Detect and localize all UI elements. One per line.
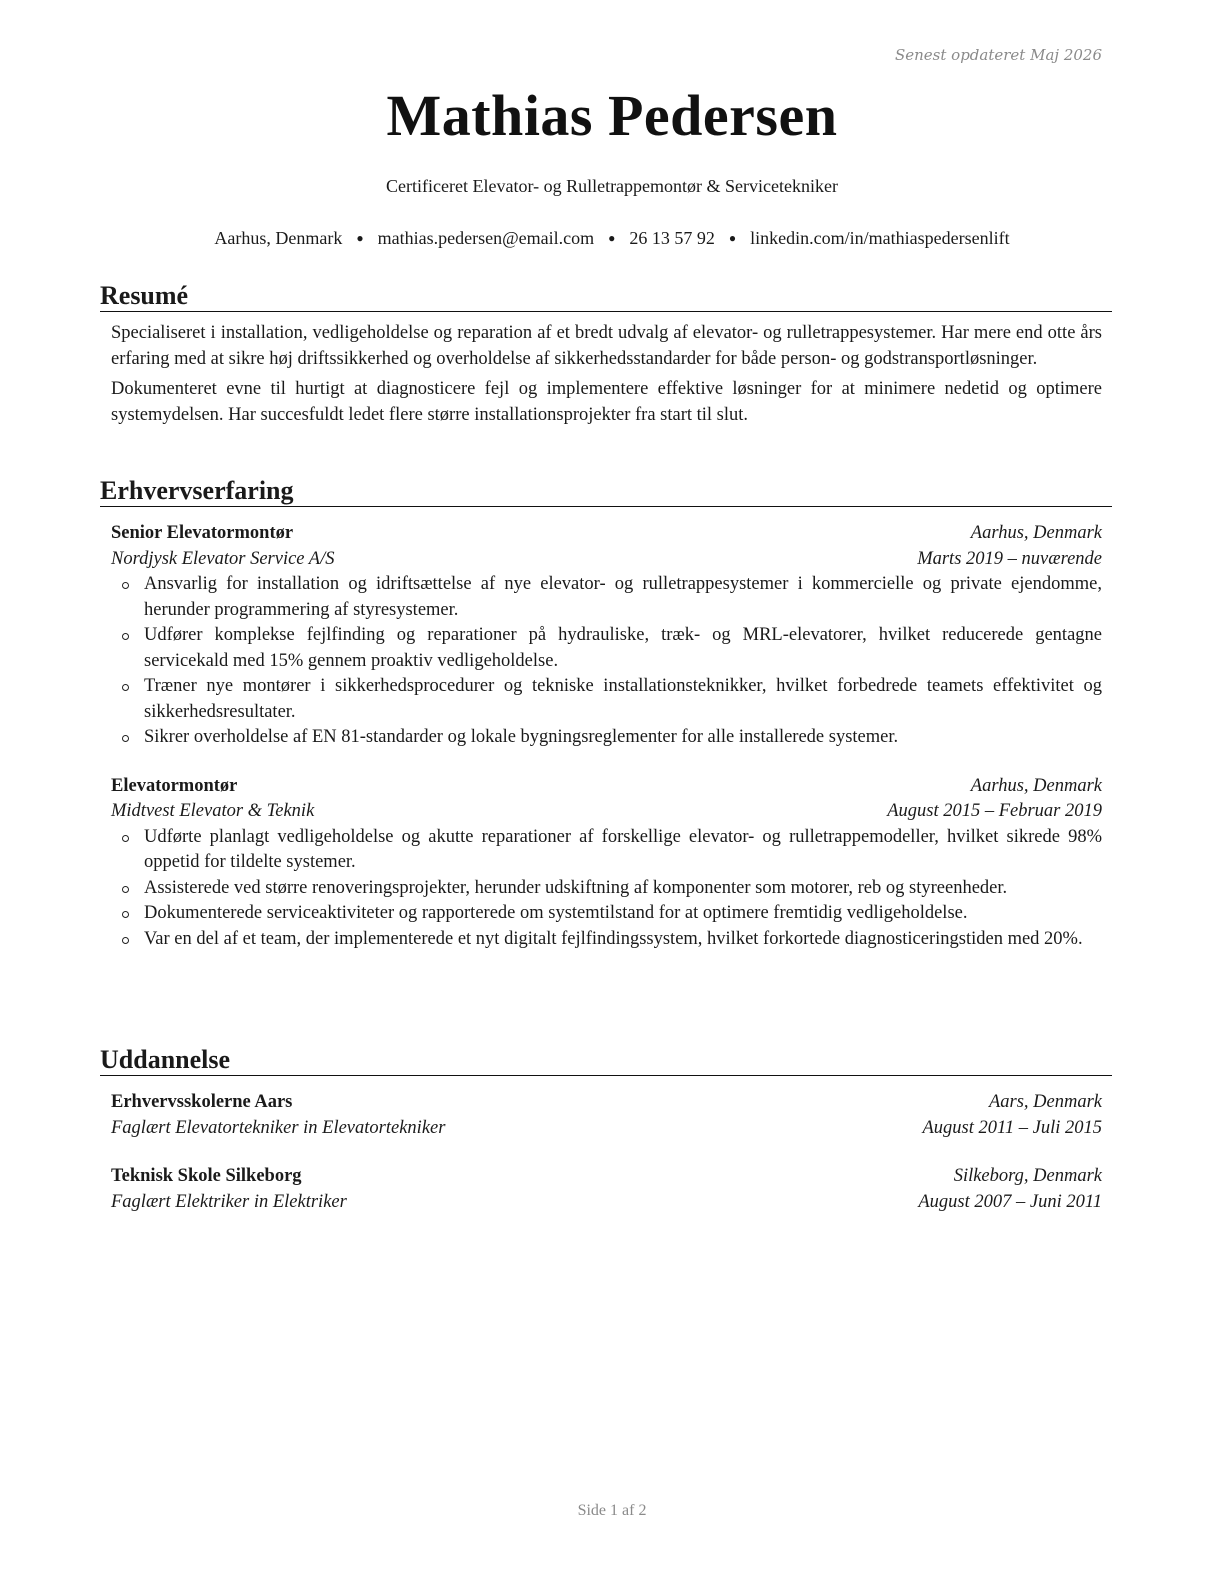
job-dates: Marts 2019 – nuværende (917, 548, 1102, 569)
job-location: Aarhus, Denmark (970, 523, 1102, 543)
list-item: Ansvarlig for installation og idriftsættelse af nye elevator- og rulletrappesystemer i kommercielle og private ejendomme, herunder programmering af styresystemer. (111, 572, 1102, 623)
bullet-separator-icon: ● (728, 231, 737, 245)
contact-line (0, 228, 1224, 249)
bullet-circle-icon (122, 937, 129, 944)
contact-email[interactable]: mathias.pedersen@email.com (377, 228, 595, 248)
job-company: Midtvest Elevator & Teknik (111, 801, 315, 821)
contact-location: Aarhus, Denmark (214, 228, 343, 248)
education-entry (100, 1164, 1112, 1215)
school-dates: August 2011 – Juli 2015 (922, 1117, 1102, 1138)
bullet-circle-icon (122, 835, 129, 842)
school-name: Erhvervsskolerne Aars (111, 1092, 293, 1112)
bullet-separator-icon: ● (608, 231, 616, 245)
section-title-experience: Erhvervserfaring (100, 476, 1112, 507)
bullet-circle-icon (122, 911, 129, 918)
education-entry (100, 1090, 1112, 1141)
education-section (100, 1045, 1112, 1215)
last-updated: Senest opdateret Maj 2026 (894, 46, 1102, 64)
school-degree: Faglært Elektriker in Elektriker (111, 1191, 347, 1212)
candidate-name: Mathias Pedersen (386, 83, 838, 148)
school-location: Silkeborg, Denmark (953, 1166, 1102, 1186)
job-title: Elevatormontør (111, 775, 238, 796)
list-item: Dokumenterede serviceaktiviteter og rapporterede om systemtilstand for at optimere fremtidig vedligeholdelse. (111, 901, 1102, 927)
summary-paragraph: Specialiseret i installation, vedligeholdelse og reparation af et bredt udvalg af elevator- og rulletrappesystemer. Har mere end otte års erfaring med at sikre høj driftssikkerhed og overholdelse af sikkerhedsstandarder for både person- og godstransportløsninger. (111, 323, 1102, 369)
list-item: Sikrer overholdelse af EN 81-standarder og lokale bygningsreglementer for alle installerede systemer. (111, 725, 1102, 751)
page-number: Side 1 af 2 (577, 1502, 647, 1519)
summary-paragraph: Dokumenteret evne til hurtigt at diagnosticere fejl og implementere effektive løsninger for at minimere nedetid og optimere systemydelsen. Har succesfuldt ledet flere større installationsprojekter fra start til slut. (111, 379, 1102, 425)
section-title-summary: Resumé (100, 281, 1112, 312)
list-item: Træner nye montører i sikkerhedsprocedurer og tekniske installationsteknikker, hvilket forbedrede teamets effektivitet og sikkerhedsresultater. (111, 674, 1102, 725)
experience-section (100, 476, 1112, 952)
section-title-education: Uddannelse (100, 1045, 1112, 1076)
list-item: Udførte planlagt vedligeholdelse og akutte reparationer af forskellige elevator- og rulletrappemodeller, hvilket sikrede 98% oppetid for tildelte systemer. (111, 825, 1102, 876)
bullet-circle-icon (122, 735, 129, 742)
job-bullets (111, 825, 1102, 953)
school-location: Aars, Denmark (988, 1092, 1102, 1112)
bullet-circle-icon (122, 582, 129, 589)
school-dates: August 2007 – Juni 2011 (918, 1191, 1102, 1212)
job-subtitle: Certificeret Elevator- og Rulletrappemontør & Servicetekniker (386, 176, 838, 196)
school-degree: Faglært Elevatortekniker in Elevatortekniker (111, 1117, 446, 1138)
list-item: Udfører komplekse fejlfinding og reparationer på hydrauliske, træk- og MRL-elevatorer, hvilket reducerede gentagne servicekald med 15% gennem proaktiv vedligeholdelse. (111, 623, 1102, 674)
job-company: Nordjysk Elevator Service A/S (111, 548, 335, 569)
job-dates: August 2015 – Februar 2019 (887, 801, 1102, 821)
summary-body (100, 321, 1112, 428)
job-title: Senior Elevatormontør (111, 523, 294, 543)
list-item: Assisterede ved større renoveringsprojekter, herunder udskiftning af komponenter som motorer, reb og styreenheder. (111, 876, 1102, 902)
job-entry (100, 774, 1112, 953)
bullet-circle-icon (122, 684, 129, 691)
list-item: Var en del af et team, der implementerede et nyt digitalt fejlfindingssystem, hvilket forkortede diagnosticeringstiden med 20%. (111, 927, 1102, 953)
bullet-circle-icon (122, 886, 129, 893)
bullet-circle-icon (122, 633, 129, 640)
job-location: Aarhus, Denmark (970, 775, 1102, 796)
summary-section (100, 281, 1112, 433)
school-name: Teknisk Skole Silkeborg (111, 1166, 302, 1186)
job-bullets (111, 572, 1102, 751)
bullet-separator-icon: ● (356, 231, 364, 245)
contact-phone: 26 13 57 92 (629, 228, 715, 248)
contact-linkedin[interactable]: linkedin.com/in/mathiaspedersenlift (750, 228, 1010, 248)
job-entry (100, 521, 1112, 751)
